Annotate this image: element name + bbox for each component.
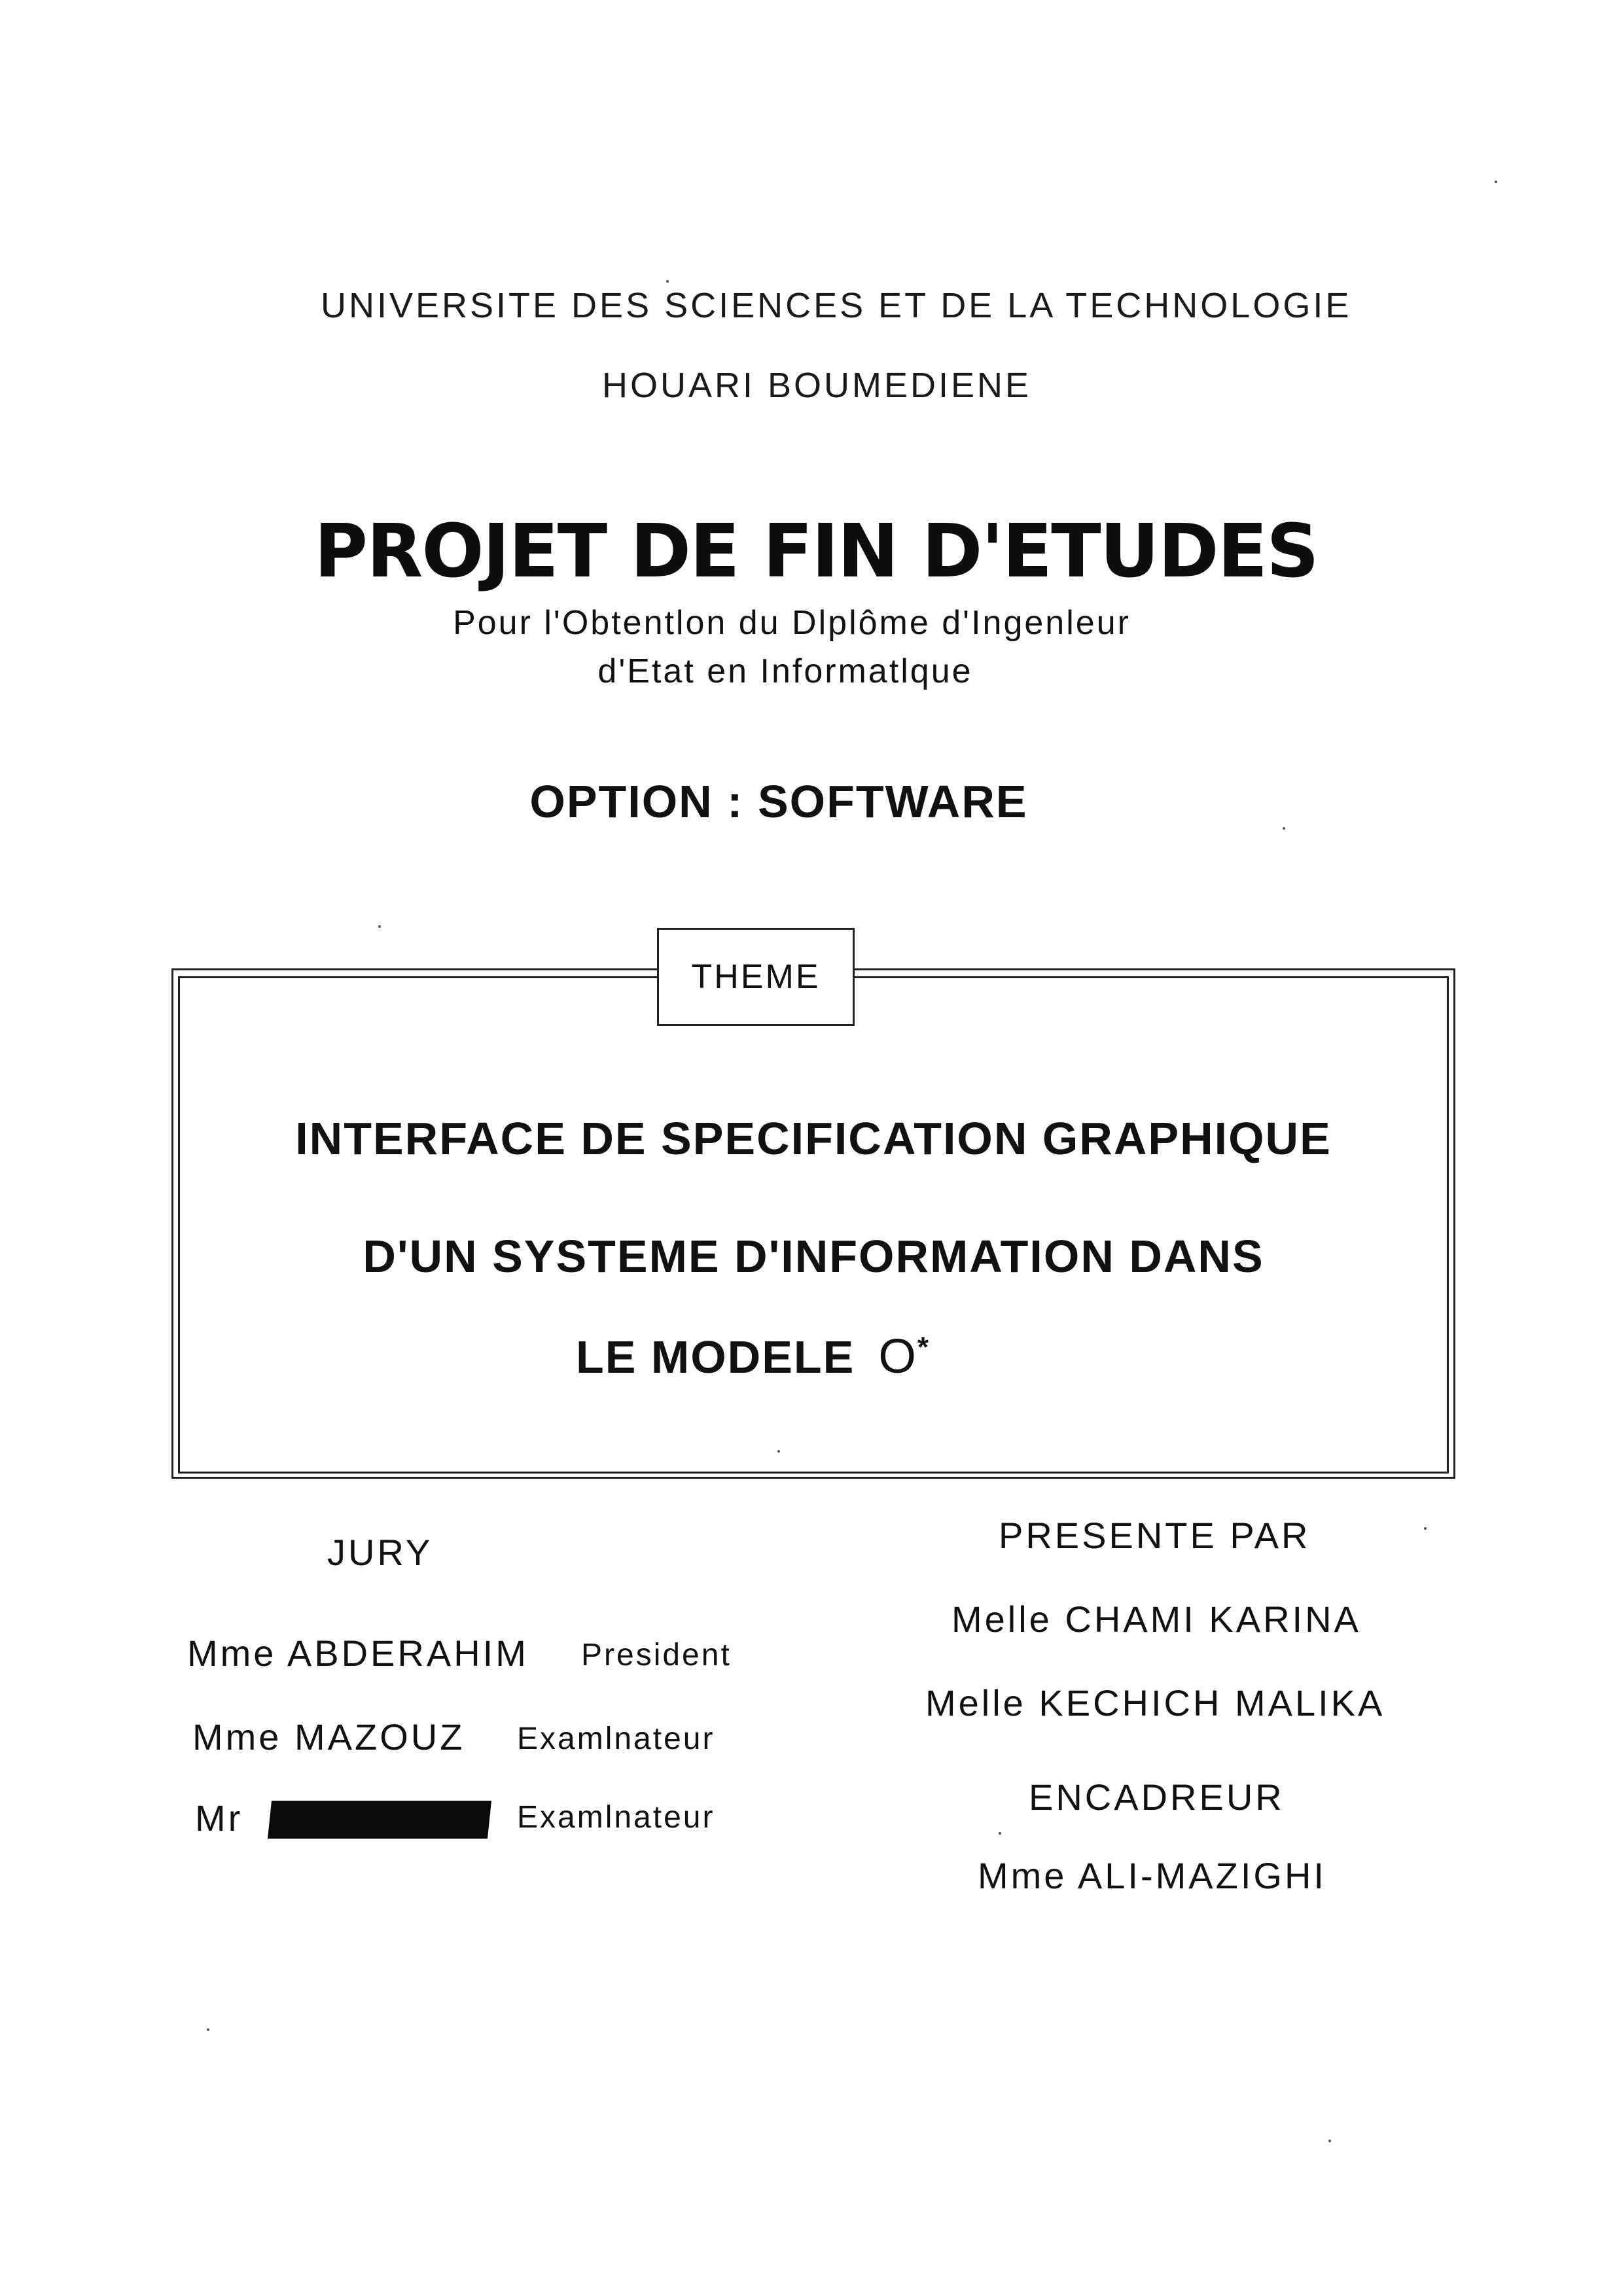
- supervisor-heading: ENCADREUR: [1029, 1776, 1285, 1818]
- scan-speck: [1424, 1527, 1427, 1530]
- jury-heading: JURY: [327, 1532, 433, 1573]
- diploma-line1: Pour l'Obtentlon du Dlplôme d'Ingenleur: [453, 604, 1131, 642]
- university-name-line2: HOUARI BOUMEDIENE: [602, 366, 1032, 405]
- presented-by-heading: PRESENTE PAR: [999, 1515, 1311, 1556]
- jury-member-role: Examlnateur: [517, 1722, 715, 1756]
- theme-title-line1: INTERFACE DE SPECIFICATION GRAPHIQUE: [295, 1113, 1332, 1164]
- redaction-mark: [268, 1801, 491, 1839]
- model-letter: O: [878, 1329, 917, 1383]
- option-label: OPTION : SOFTWARE: [529, 776, 1028, 827]
- scan-speck: [378, 925, 381, 928]
- theme-title-line2: D'UN SYSTEME D'INFORMATION DANS: [363, 1231, 1264, 1282]
- scan-speck: [1283, 827, 1285, 830]
- diploma-line2: d'Etat en Informatlque: [597, 652, 973, 690]
- jury-member-name: Mme ABDERAHIM: [187, 1633, 529, 1674]
- model-star: *: [917, 1331, 931, 1364]
- scan-speck: [207, 2028, 209, 2031]
- scan-speck: [666, 280, 669, 283]
- theme-title-line3: [576, 1328, 968, 1384]
- jury-member-role: Examlnateur: [517, 1800, 715, 1835]
- university-name-line1: UNIVERSITE DES SCIENCES ET DE LA TECHNOLOGIE: [321, 286, 1352, 325]
- scan-speck: [777, 1450, 780, 1453]
- theme-label: THEME: [691, 958, 821, 996]
- scan-speck: [1328, 2140, 1331, 2142]
- theme-frame-inner: [178, 976, 1449, 1474]
- scan-speck: [999, 1832, 1001, 1835]
- jury-member-name: Mme MAZOUZ: [192, 1716, 465, 1757]
- theme-label-box: [657, 928, 855, 1026]
- theme-model-text: LE MODELE: [576, 1332, 855, 1383]
- jury-member-name: Mr: [195, 1797, 243, 1839]
- supervisor-name: Mme ALI-MAZIGHI: [978, 1855, 1326, 1896]
- student-name: Melle CHAMI KARINA: [951, 1598, 1361, 1640]
- student-name: Melle KECHICH MALIKA: [925, 1682, 1385, 1723]
- project-title: PROJET DE FIN D'ETUDES: [314, 509, 1318, 594]
- jury-member-role: President: [581, 1638, 732, 1672]
- scan-speck: [1495, 181, 1497, 183]
